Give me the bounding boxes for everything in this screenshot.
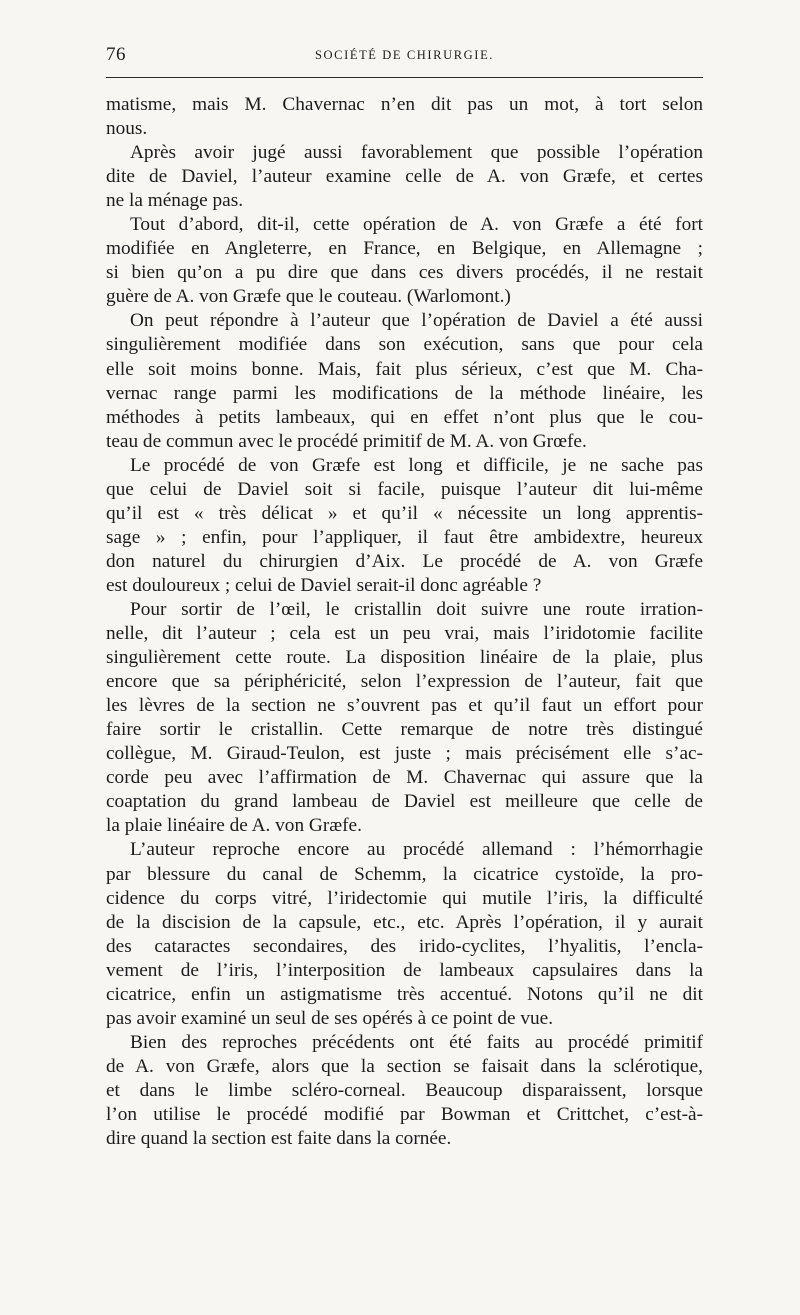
text-line: On peut répondre à l’auteur que l’opération de Daviel a été aussi <box>130 310 703 332</box>
text-line: vernac range parmi les modifications de la méthode linéaire, les <box>106 382 703 404</box>
text-line: de A. von Græfe, alors que la section se faisait dans la sclérotique, <box>106 1055 703 1077</box>
header-rule <box>106 77 703 78</box>
text-line: est douloureux ; celui de Daviel serait-il donc agréable ? <box>106 574 542 596</box>
text-line: L’auteur reproche encore au procédé allemand : l’hémorrhagie <box>130 839 703 861</box>
text-line: dire quand la section est faite dans la cornée. <box>106 1128 452 1150</box>
text-line: singulièrement cette route. La disposition linéaire de la plaie, plus <box>106 647 703 669</box>
paragraph <box>106 454 703 598</box>
text-line: teau de commun avec le procédé primitif de M. A. von Grœfe. <box>106 430 587 452</box>
text-line: nous. <box>106 118 148 140</box>
text-line: ne la ménage pas. <box>106 190 244 212</box>
text-line: qu’il est « très délicat » et qu’il « nécessite un long apprentis- <box>106 502 703 524</box>
text-line: dite de Daviel, l’auteur examine celle de A. von Græfe, et certes <box>106 166 703 188</box>
text-line: pas avoir examiné un seul de ses opérés à ce point de vue. <box>106 1007 554 1029</box>
paragraph <box>106 1031 703 1151</box>
text-line: encore que sa périphéricité, selon l’expression de l’auteur, fait que <box>106 671 703 693</box>
paragraph <box>106 838 703 1030</box>
text-line: Tout d’abord, dit-il, cette opération de A. von Græfe a été fort <box>130 214 703 236</box>
text-line: Bien des reproches précédents ont été faits au procédé primitif <box>130 1031 703 1053</box>
body-text <box>106 93 703 1151</box>
page-number: 76 <box>106 44 126 65</box>
text-line: don naturel du chirurgien d’Aix. Le procédé de A. von Græfe <box>106 550 703 572</box>
paragraph <box>106 93 703 141</box>
journal-title: SOCIÉTÉ DE CHIRURGIE. <box>314 48 495 62</box>
text-line: l’on utilise le procédé modifié par Bowman et Crittchet, c’est-à- <box>106 1103 703 1125</box>
text-line: de la discision de la capsule, etc., etc. Après l’opération, il y aurait <box>106 911 703 933</box>
text-line: singulièrement modifiée dans son exécution, sans que pour cela <box>106 334 703 356</box>
text-line: que celui de Daviel soit si facile, puisque l’auteur dit lui-même <box>106 478 703 500</box>
text-line: elle soit moins bonne. Mais, fait plus sérieux, c’est que M. Cha- <box>106 358 703 380</box>
text-line: collègue, M. Giraud-Teulon, est juste ; mais précisément elle s’ac- <box>106 743 703 765</box>
text-line: modifiée en Angleterre, en France, en Belgique, en Allemagne ; <box>106 238 703 260</box>
text-line: les lèvres de la section ne s’ouvrent pas et qu’il faut un effort pour <box>106 695 703 717</box>
text-line: Le procédé de von Græfe est long et difficile, je ne sache pas <box>130 454 703 476</box>
text-line: Pour sortir de l’œil, le cristallin doit suivre une route irration- <box>130 598 703 620</box>
text-line: par blessure du canal de Schemm, la cicatrice cystoïde, la pro- <box>106 863 703 885</box>
text-line: guère de A. von Græfe que le couteau. (Warlomont.) <box>106 286 511 308</box>
paragraph <box>106 213 703 309</box>
text-line: coaptation du grand lambeau de Daviel est meilleure que celle de <box>106 791 703 813</box>
text-line: sage » ; enfin, pour l’appliquer, il faut être ambidextre, heureux <box>106 526 703 548</box>
text-line: si bien qu’on a pu dire que dans ces divers procédés, il ne restait <box>106 262 703 284</box>
text-line: et dans le limbe scléro-corneal. Beaucoup disparaissent, lorsque <box>106 1079 703 1101</box>
text-line: Après avoir jugé aussi favorablement que possible l’opération <box>130 142 703 164</box>
text-line: la plaie linéaire de A. von Græfe. <box>106 815 362 837</box>
text-line: cicatrice, enfin un astigmatisme très accentué. Notons qu’il ne dit <box>106 983 703 1005</box>
paragraph <box>106 309 703 453</box>
text-line: méthodes à petits lambeaux, qui en effet n’ont plus que le cou- <box>106 406 703 428</box>
running-head <box>106 44 703 70</box>
text-line: cidence du corps vitré, l’iridectomie qui mutile l’iris, la difficulté <box>106 887 703 909</box>
text-line: corde peu avec l’affirmation de M. Chavernac qui assure que la <box>106 767 703 789</box>
text-line: des cataractes secondaires, des irido-cyclites, l’hyalitis, l’encla- <box>106 935 703 957</box>
text-line: matisme, mais M. Chavernac n’en dit pas un mot, à tort selon <box>106 94 703 115</box>
text-line: faire sortir le cristallin. Cette remarque de notre très distingué <box>106 719 703 741</box>
text-line: vement de l’iris, l’interposition de lambeaux capsulaires dans la <box>106 959 703 981</box>
paragraph <box>106 141 703 213</box>
text-line: nelle, dit l’auteur ; cela est un peu vrai, mais l’iridotomie facilite <box>106 623 703 645</box>
paragraph <box>106 598 703 838</box>
